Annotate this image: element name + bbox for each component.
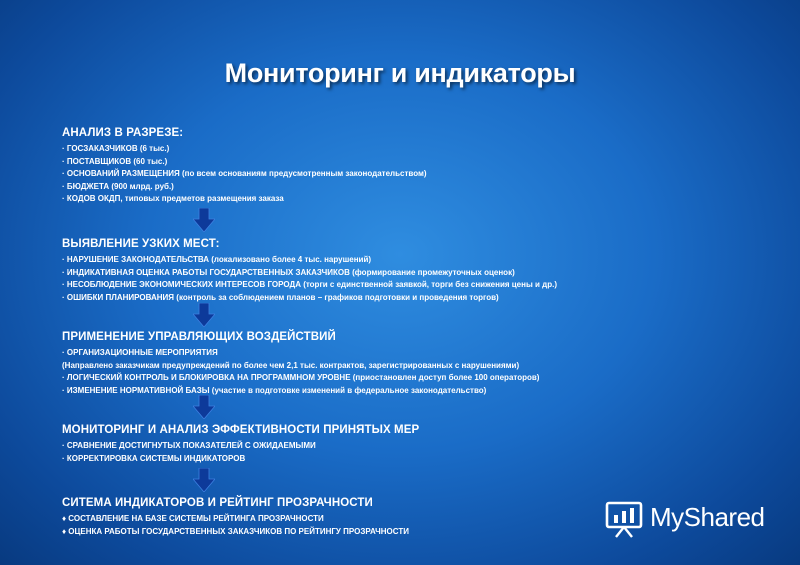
section-monitoring	[62, 424, 762, 465]
section-heading: АНАЛИЗ В РАЗРЕЗЕ:	[62, 127, 184, 139]
list-item: · НЕСОБЛЮДЕНИЕ ЭКОНОМИЧЕСКИХ ИНТЕРЕСОВ ГОРОДА (торги с единственной заявкой, торги без снижения цены и др.)	[62, 280, 557, 289]
list-item: ♦ ОЦЕНКА РАБОТЫ ГОСУДАРСТВЕННЫХ ЗАКАЗЧИКОВ ПО РЕЙТИНГУ ПРОЗРАЧНОСТИ	[62, 526, 409, 536]
list-item: · НАРУШЕНИЕ ЗАКОНОДАТЕЛЬСТВА (локализовано более 4 тыс. нарушений)	[62, 255, 372, 264]
list-item: (Направлено заказчикам предупреждений по более чем 2,1 тыс. контрактов, зарегистрированных с нарушениями)	[62, 360, 520, 370]
list-item: · ГОСЗАКАЗЧИКОВ (6 тыс.)	[62, 144, 170, 153]
list-item: · КОРРЕКТИРОВКА СИСТЕМЫ ИНДИКАТОРОВ	[62, 453, 246, 463]
section-bottlenecks	[62, 238, 762, 304]
logo-text: MyShared	[650, 502, 765, 532]
section-heading: МОНИТОРИНГ И АНАЛИЗ ЭФФЕКТИВНОСТИ ПРИНЯТЫХ МЕР	[62, 424, 420, 436]
section-heading: ПРИМЕНЕНИЕ УПРАВЛЯЮЩИХ ВОЗДЕЙСТВИЙ	[62, 331, 336, 343]
list-item: · ПОСТАВЩИКОВ (60 тыс.)	[62, 156, 168, 166]
section-heading: ВЫЯВЛЕНИЕ УЗКИХ МЕСТ:	[62, 238, 220, 250]
list-item: · КОДОВ ОКДП, типовых предметов размещения заказа	[62, 194, 284, 203]
section-actions	[62, 331, 762, 397]
list-item: · СРАВНЕНИЕ ДОСТИГНУТЫХ ПОКАЗАТЕЛЕЙ С ОЖИДАЕМЫМИ	[62, 441, 316, 450]
arrow-down-icon	[193, 303, 215, 327]
list-item: · ОСНОВАНИЙ РАЗМЕЩЕНИЯ (по всем основаниям предусмотренным законодательством)	[62, 169, 427, 178]
arrow-down-icon	[193, 395, 215, 419]
section-heading: СИТЕМА ИНДИКАТОРОВ И РЕЙТИНГ ПРОЗРАЧНОСТИ	[62, 497, 373, 509]
arrow-down-icon	[193, 468, 215, 492]
arrow-down-icon	[193, 208, 215, 232]
list-item: · ИЗМЕНЕНИЕ НОРМАТИВНОЙ БАЗЫ (участие в подготовке изменений в федеральное законодательство)	[62, 385, 487, 395]
list-item: · БЮДЖЕТА (900 млрд. руб.)	[62, 181, 174, 191]
list-item: · ОРГАНИЗАЦИОННЫЕ МЕРОПРИЯТИЯ	[62, 348, 218, 357]
presentation-board-icon	[604, 500, 644, 538]
section-analysis	[62, 127, 762, 206]
list-item: · ОШИБКИ ПЛАНИРОВАНИЯ (контроль за соблюдением планов – графиков подготовки и проведения торгов)	[62, 292, 499, 302]
page-title: Мониторинг и индикаторы	[224, 58, 576, 88]
list-item: · ИНДИКАТИВНАЯ ОЦЕНКА РАБОТЫ ГОСУДАРСТВЕННЫХ ЗАКАЗЧИКОВ (формирование промежуточных оценок)	[62, 267, 515, 277]
list-item: ♦ СОСТАВЛЕНИЕ НА БАЗЕ СИСТЕМЫ РЕЙТИНГА ПРОЗРАЧНОСТИ	[62, 514, 324, 523]
myshared-logo[interactable]	[604, 500, 784, 540]
list-item: · ЛОГИЧЕСКИЙ КОНТРОЛЬ И БЛОКИРОВКА НА ПРОГРАММНОМ УРОВНЕ (приостановлен доступ более 100 операторов)	[62, 373, 540, 382]
